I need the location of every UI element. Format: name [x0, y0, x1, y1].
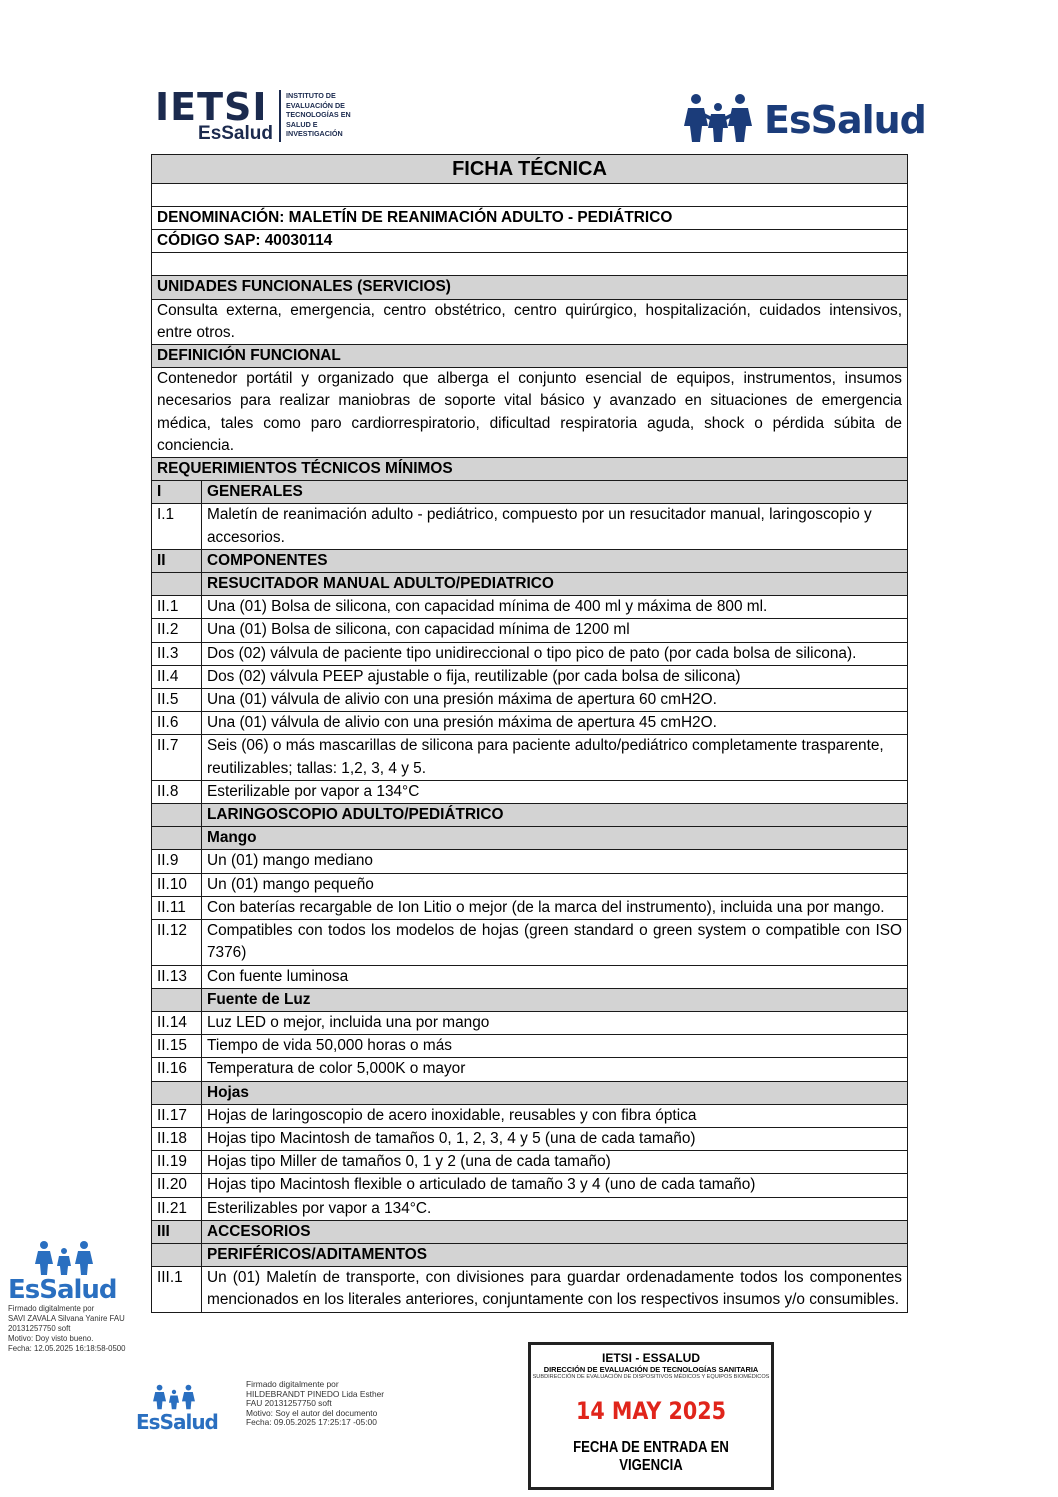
table-row [152, 850, 908, 873]
item-number: II.5 [152, 689, 202, 712]
item-number: II.12 [152, 920, 202, 965]
item-text: Compatibles con todos los modelos de hojas (green standard o green system o compatible con ISO 7376) [202, 920, 908, 965]
stamp-organization: IETSI - ESSALUD [601, 1351, 700, 1365]
item-text: Una (01) Bolsa de silicona, con capacidad mínima de 1200 ml [202, 619, 908, 642]
subheading-resucitador: RESUCITADOR MANUAL ADULTO/PEDIATRICO [202, 573, 908, 596]
section-row-accesorios [152, 1220, 908, 1243]
essalud-brand-word: EsSalud [136, 1410, 218, 1434]
item-text: Un (01) Maletín de transporte, con divisiones para guardar ordenadamente todos los componentes mencionados en los literales anteriores, conjuntamente con los respectivos insumos y/o consumibles. [202, 1267, 908, 1312]
table-title-row [152, 155, 908, 184]
item-text: Dos (02) válvula PEEP ajustable o fija, reutilizable (por cada bolsa de silicona) [202, 665, 908, 688]
item-text: Esterilizables por vapor a 134°C. [202, 1197, 908, 1220]
table-row [152, 1104, 908, 1127]
subheading-row [152, 1081, 908, 1104]
item-number: II.6 [152, 712, 202, 735]
table-row [152, 1151, 908, 1174]
section-number: III [152, 1220, 202, 1243]
section-label: GENERALES [202, 481, 908, 504]
item-text: Una (01) válvula de alivio con una presión máxima de apertura 60 cmH2O. [202, 689, 908, 712]
item-text: Hojas tipo Macintosh de tamaños 0, 1, 2, 3, 4 y 5 (una de cada tamaño) [202, 1127, 908, 1150]
item-text: Hojas de laringoscopio de acero inoxidable, reusables y con fibra óptica [202, 1104, 908, 1127]
subheading-row [152, 988, 908, 1011]
item-text: Hojas tipo Miller de tamaños 0, 1 y 2 (una de cada tamaño) [202, 1151, 908, 1174]
essalud-logo-word: EsSalud [764, 98, 926, 142]
table-row [152, 1197, 908, 1220]
digital-signature-1 [8, 1240, 158, 1354]
table-row [152, 735, 908, 780]
ietsi-logo-word: IETSI [155, 85, 268, 129]
table-row [152, 1267, 908, 1312]
signature-1-text: Firmado digitalmente por SAVI ZAVALA Silvana Yanire FAU 20131257750 soft Motivo: Doy visto bueno. Fecha: 12.05.2025 16:18:58-0500 [8, 1304, 126, 1353]
vigencia-stamp [528, 1342, 774, 1490]
table-row [152, 253, 908, 276]
subheading-perifericos: PERIFÉRICOS/ADITAMENTOS [202, 1243, 908, 1266]
item-number: II.19 [152, 1151, 202, 1174]
item-number: II.2 [152, 619, 202, 642]
subheading-row [152, 1243, 908, 1266]
item-text: Una (01) válvula de alivio con una presión máxima de apertura 45 cmH2O. [202, 712, 908, 735]
table-row [152, 689, 908, 712]
section-label: ACCESORIOS [202, 1220, 908, 1243]
ficha-tecnica-table [151, 154, 908, 1313]
table-row [152, 1011, 908, 1034]
item-number: II.18 [152, 1127, 202, 1150]
table-row [152, 1127, 908, 1150]
ietsi-logo-description: INSTITUTO DE EVALUACIÓN DE TECNOLOGÍAS EN SALUD E INVESTIGACIÓN [286, 91, 351, 139]
item-number: II.15 [152, 1035, 202, 1058]
item-number: III.1 [152, 1267, 202, 1312]
family-icon [34, 1240, 94, 1276]
item-number: II.14 [152, 1011, 202, 1034]
item-number: II.9 [152, 850, 202, 873]
table-row [152, 780, 908, 803]
item-number: II.13 [152, 965, 202, 988]
item-number: II.10 [152, 873, 202, 896]
table-row [152, 642, 908, 665]
table-row [152, 504, 908, 549]
item-number: II.8 [152, 780, 202, 803]
item-number: II.7 [152, 735, 202, 780]
table-row [152, 1174, 908, 1197]
section-row-componentes [152, 549, 908, 572]
item-text: Una (01) Bolsa de silicona, con capacidad mínima de 400 ml y máxima de 800 ml. [202, 596, 908, 619]
table-row [152, 665, 908, 688]
subheading-row [152, 827, 908, 850]
ietsi-logo-sub: EsSalud [198, 123, 273, 144]
table-row [152, 712, 908, 735]
section-number: II [152, 549, 202, 572]
family-icon [152, 1384, 196, 1410]
table-row [152, 299, 908, 344]
subheading-row [152, 573, 908, 596]
item-text: Maletín de reanimación adulto - pediátrico, compuesto por un resucitador manual, laringoscopio y accesorios. [202, 504, 908, 549]
item-text: Seis (06) o más mascarillas de silicona para paciente adulto/pediátrico completamente trasparente, reutilizables; tallas: 1,2, 3, 4 y 5. [202, 735, 908, 780]
item-number: II.1 [152, 596, 202, 619]
ficha-title: FICHA TÉCNICA [152, 155, 908, 184]
subheading-hojas: Hojas [202, 1081, 908, 1104]
section-label: COMPONENTES [202, 549, 908, 572]
essalud-brand-word: EsSalud [8, 1275, 117, 1305]
section-heading-row [152, 345, 908, 368]
table-row [152, 1058, 908, 1081]
table-row [152, 896, 908, 919]
unidades-text: Consulta externa, emergencia, centro obstétrico, centro quirúrgico, hospitalización, cuidados intensivos, entre otros. [152, 299, 908, 344]
codigo-sap: CÓDIGO SAP: 40030114 [152, 230, 908, 253]
table-row [152, 1035, 908, 1058]
subheading-fuente-de-luz: Fuente de Luz [202, 988, 908, 1011]
item-number: II.4 [152, 665, 202, 688]
item-number: II.11 [152, 896, 202, 919]
item-text: Esterilizable por vapor a 134°C [202, 780, 908, 803]
section-heading-row [152, 276, 908, 299]
stamp-label: FECHA DE ENTRADA EN VIGENCIA [573, 1439, 729, 1474]
table-row [152, 184, 908, 207]
item-text: Temperatura de color 5,000K o mayor [202, 1058, 908, 1081]
unidades-heading: UNIDADES FUNCIONALES (SERVICIOS) [152, 276, 908, 299]
item-text: Un (01) mango mediano [202, 850, 908, 873]
requerimientos-heading: REQUERIMIENTOS TÉCNICOS MÍNIMOS [152, 458, 908, 481]
item-number: II.20 [152, 1174, 202, 1197]
table-row [152, 230, 908, 253]
signature-2-text: Firmado digitalmente por HILDEBRANDT PINEDO Lida Esther FAU 20131257750 soft Motivo: Soy el autor del documento Fecha: 09.05.2025 17:25:17 -05:00 [246, 1379, 385, 1428]
table-row [152, 920, 908, 965]
table-row [152, 368, 908, 458]
stamp-direction: DIRECCIÓN DE EVALUACIÓN DE TECNOLOGÍAS SANITARIA [543, 1365, 759, 1374]
essalud-logo [684, 92, 926, 144]
digital-signature-2 [136, 1380, 416, 1440]
item-text: Hojas tipo Macintosh flexible o articulado de tamaño 3 y 4 (uno de cada tamaño) [202, 1174, 908, 1197]
item-number: II.17 [152, 1104, 202, 1127]
item-text: Dos (02) válvula de paciente tipo unidireccional o tipo pico de pato (por cada bolsa de silicona). [202, 642, 908, 665]
item-text: Con baterías recargable de Ion Litio o mejor (de la marca del instrumento), incluida una por mango. [202, 896, 908, 919]
subheading-mango: Mango [202, 827, 908, 850]
table-row [152, 207, 908, 230]
denominacion: DENOMINACIÓN: MALETÍN DE REANIMACIÓN ADULTO - PEDIÁTRICO [152, 207, 908, 230]
section-row-generales [152, 481, 908, 504]
item-number: II.3 [152, 642, 202, 665]
item-text: Tiempo de vida 50,000 horas o más [202, 1035, 908, 1058]
definicion-heading: DEFINICIÓN FUNCIONAL [152, 345, 908, 368]
section-heading-row [152, 458, 908, 481]
subheading-row [152, 804, 908, 827]
ietsi-logo-divider [279, 90, 281, 142]
stamp-date: 14 MAY 2025 [575, 1397, 727, 1425]
section-number: I [152, 481, 202, 504]
item-number: I.1 [152, 504, 202, 549]
table-row [152, 596, 908, 619]
item-number: II.16 [152, 1058, 202, 1081]
table-row [152, 873, 908, 896]
item-number: II.21 [152, 1197, 202, 1220]
table-row [152, 619, 908, 642]
item-text: Un (01) mango pequeño [202, 873, 908, 896]
item-text: Con fuente luminosa [202, 965, 908, 988]
item-text: Luz LED o mejor, incluida una por mango [202, 1011, 908, 1034]
subheading-laringoscopio: LARINGOSCOPIO ADULTO/PEDIÁTRICO [202, 804, 908, 827]
definicion-text: Contenedor portátil y organizado que alberga el conjunto esencial de equipos, instrumentos, insumos necesarios para realizar maniobras de soporte vital básico y avanzado en situaciones de emergencia médica, tales como paro cardiorrespiratorio, dificultad respiratoria aguda, shock o pérdida súbita de conciencia. [152, 368, 908, 458]
table-row [152, 965, 908, 988]
stamp-subdirection: SUBDIRECCIÓN DE EVALUACIÓN DE DISPOSITIVOS MÉDICOS Y EQUIPOS BIOMÉDICOS [532, 1374, 770, 1380]
